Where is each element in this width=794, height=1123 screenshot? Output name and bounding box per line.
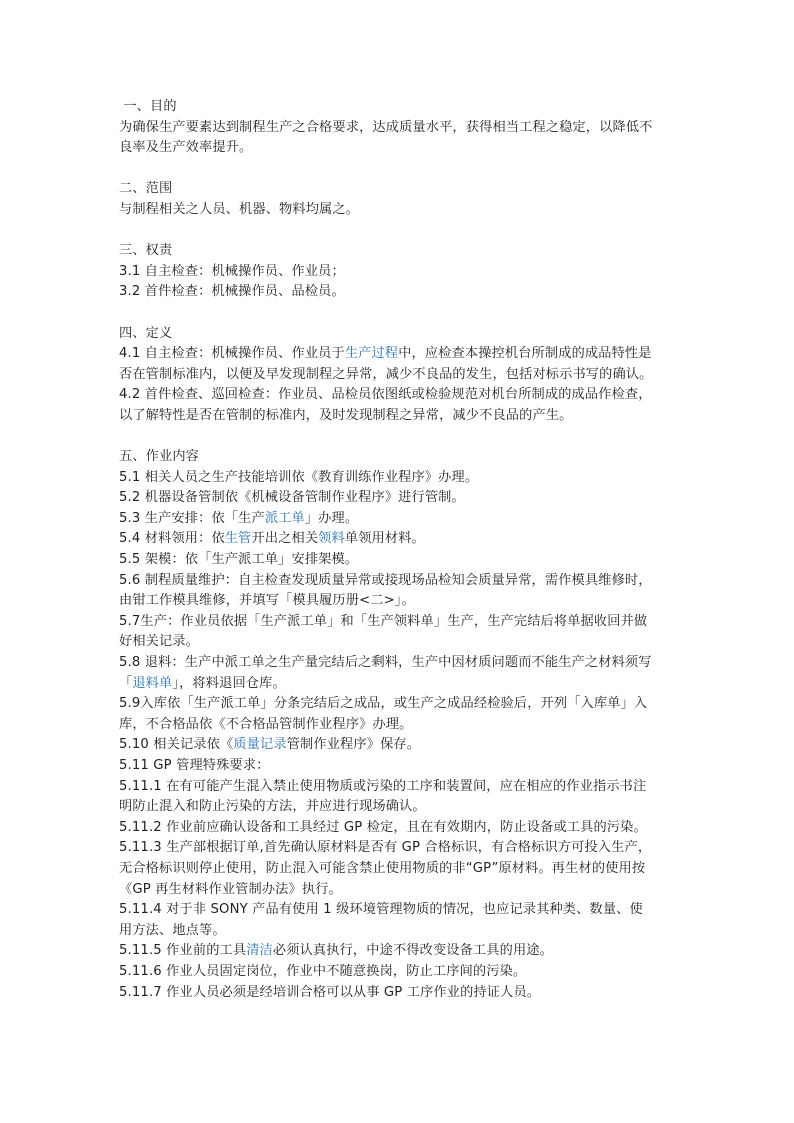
text-segment: 5.7生产：作业员依据「生产派工单」和「生产领料单」生产，生产完结后将单据收回并做 [119, 613, 648, 629]
text-line [119, 447, 679, 468]
text-line [119, 138, 679, 159]
text-segment: 二、范围 [119, 181, 173, 197]
text-segment: 3.2 首件检查：机械操作员、品检员。 [119, 284, 345, 300]
text-segment: 一、目的 [119, 99, 177, 114]
text-line [119, 797, 679, 818]
inline-link[interactable]: 质量记录 [233, 737, 287, 753]
text-segment: 好相关记录。 [119, 634, 200, 650]
text-segment: 5.6 制程质量维护：自主检查发现质量异常或接现场品检知会质量异常，需作模具维修时， [119, 572, 652, 588]
text-segment: 4.1 自主检查：机械操作员、作业员于 [119, 346, 345, 362]
text-line [119, 777, 679, 798]
text-segment: 中，应检查本操控机台所制成的成品特性是 [398, 346, 652, 362]
text-segment: 与制程相关之人员、机器、物料均属之。 [119, 201, 360, 217]
text-line [119, 941, 679, 962]
text-segment: 5.11.5 作业前的工具 [119, 943, 247, 959]
text-line [119, 612, 679, 633]
text-segment: 5.11.7 作业人员必须是经培训合格可以从事 GP 工序作业的持证人员。 [119, 984, 541, 1000]
text-line [119, 550, 679, 571]
text-segment: 5.11.2 作业前应确认设备和工具经过 GP 检定，且在有效期内，防止设备或工具的污染。 [119, 819, 647, 835]
text-line [119, 488, 679, 509]
text-segment: 5.5 架模：依「生产派工单」安排架模。 [119, 552, 359, 568]
text-line [119, 200, 679, 221]
text-line [119, 118, 679, 139]
text-segment: 四、定义 [119, 325, 173, 341]
text-line [119, 344, 679, 365]
text-segment: 五、作业内容 [119, 449, 200, 465]
inline-link[interactable]: 生管 [224, 531, 252, 547]
text-segment: 5.8 退料：生产中派工单之生产量完结后之剩料，生产中因材质问题而不能生产之材料须写 [119, 655, 652, 671]
text-segment: 5.9入库依「生产派工单」分条完结后之成品，或生产之成品经检验后，开列「入库单」入 [119, 696, 648, 712]
text-segment: 5.11 GP 管理特殊要求： [119, 758, 270, 773]
text-line [119, 818, 679, 839]
text-line [119, 591, 679, 612]
text-line [119, 385, 679, 406]
text-line [119, 262, 679, 283]
text-line [119, 962, 679, 983]
text-segment: 为确保生产要素达到制程生产之合格要求，达成质量水平，获得相当工程之稳定，以降低不 [119, 119, 653, 135]
text-line [119, 735, 679, 756]
blank-line [119, 221, 679, 242]
text-line [119, 179, 679, 200]
text-segment: 由钳工作模具维修，并填写「模具履历册<二>」。 [119, 593, 415, 609]
inline-link[interactable]: 生产过程 [344, 346, 399, 362]
text-segment: 5.3 生产安排：依「生产 [119, 510, 265, 526]
text-line [119, 406, 679, 427]
text-segment: 单领用材料。 [344, 531, 425, 547]
text-line [119, 756, 679, 777]
text-segment: 管制作业程序》保存。 [286, 737, 421, 753]
blank-line [119, 427, 679, 448]
text-line [119, 97, 679, 118]
text-line [119, 653, 679, 674]
text-segment: 「 [119, 675, 133, 691]
text-line [119, 983, 679, 1004]
text-segment: 5.11.3 生产部根据订单,首先确认原材料是否有 GP 合格标识，有合格标识方可投入生产， [119, 840, 652, 856]
inline-link[interactable]: 派工单 [264, 510, 305, 526]
text-segment: 以了解特性是否在管制的标准内，及时发现制程之异常，减少不良品的产生。 [119, 407, 573, 423]
text-segment: 库，不合格品依《不合格品管制作业程序》办理。 [119, 716, 413, 732]
text-segment: 明防止混入和防止污染的方法，并应进行现场确认。 [119, 799, 426, 815]
text-segment: 5.11.6 作业人员固定岗位，作业中不随意换岗，防止工序间的污染。 [119, 963, 527, 979]
text-segment: 」，将料退回仓库。 [172, 675, 286, 691]
text-line [119, 365, 679, 386]
text-segment: 《GP 再生材料作业管制办法》执行。 [119, 881, 342, 897]
text-line [119, 529, 679, 550]
document-body [119, 97, 679, 1003]
text-line [119, 324, 679, 345]
text-segment: 三、权责 [119, 243, 173, 259]
text-line [119, 921, 679, 942]
blank-line [119, 303, 679, 324]
text-segment: 」办理。 [304, 510, 359, 526]
inline-link[interactable]: 清洁 [246, 943, 273, 959]
text-segment: 3.1 自主检查：机械操作员、作业员； [119, 263, 345, 279]
text-segment: 否在管制标准内，以便及早发现制程之异常，减少不良品的发生，包括对标示书写的确认。 [119, 366, 653, 382]
text-line [119, 674, 679, 695]
text-segment: 开出之相关 [251, 531, 319, 547]
text-line [119, 859, 679, 880]
inline-link[interactable]: 领料 [318, 531, 345, 547]
text-segment: 5.1 相关人员之生产技能培训依《教育训练作业程序》办理。 [119, 469, 479, 485]
text-segment: 5.10 相关记录依《 [119, 737, 234, 753]
text-line [119, 571, 679, 592]
text-line [119, 632, 679, 653]
text-line [119, 838, 679, 859]
inline-link[interactable]: 退料单 [132, 675, 173, 691]
text-line [119, 509, 679, 530]
text-line [119, 880, 679, 901]
text-segment: 5.11.4 对于非 SONY 产品有使用 1 级环境管理物质的情况，也应记录其种类、数量、使 [119, 902, 643, 918]
text-line [119, 694, 679, 715]
text-segment: 5.2 机器设备管制依《机械设备管制作业程序》进行管制。 [119, 490, 465, 506]
text-segment: 4.2 首件检查、巡回检查：作业员、品检员依图纸或检验规范对机台所制成的成品作检查， [119, 387, 652, 403]
text-segment: 必须认真执行，中途不得改变设备工具的用途。 [272, 943, 553, 959]
text-segment: 5.4 材料领用：依 [119, 531, 225, 547]
blank-line [119, 159, 679, 180]
text-segment: 良率及生产效率提升。 [119, 140, 253, 156]
text-line [119, 468, 679, 489]
text-line [119, 282, 679, 303]
text-segment: 5.11.1 在有可能产生混入禁止使用物质或污染的工序和装置间，应在相应的作业指示书注 [119, 778, 647, 794]
text-line [119, 900, 679, 921]
text-segment: 无合格标识则停止使用，防止混入可能含禁止使用物质的非“GP”原材料。再生材的使用按 [119, 860, 646, 876]
text-segment: 用方法、地点等。 [119, 922, 226, 938]
text-line [119, 241, 679, 262]
text-line [119, 715, 679, 736]
